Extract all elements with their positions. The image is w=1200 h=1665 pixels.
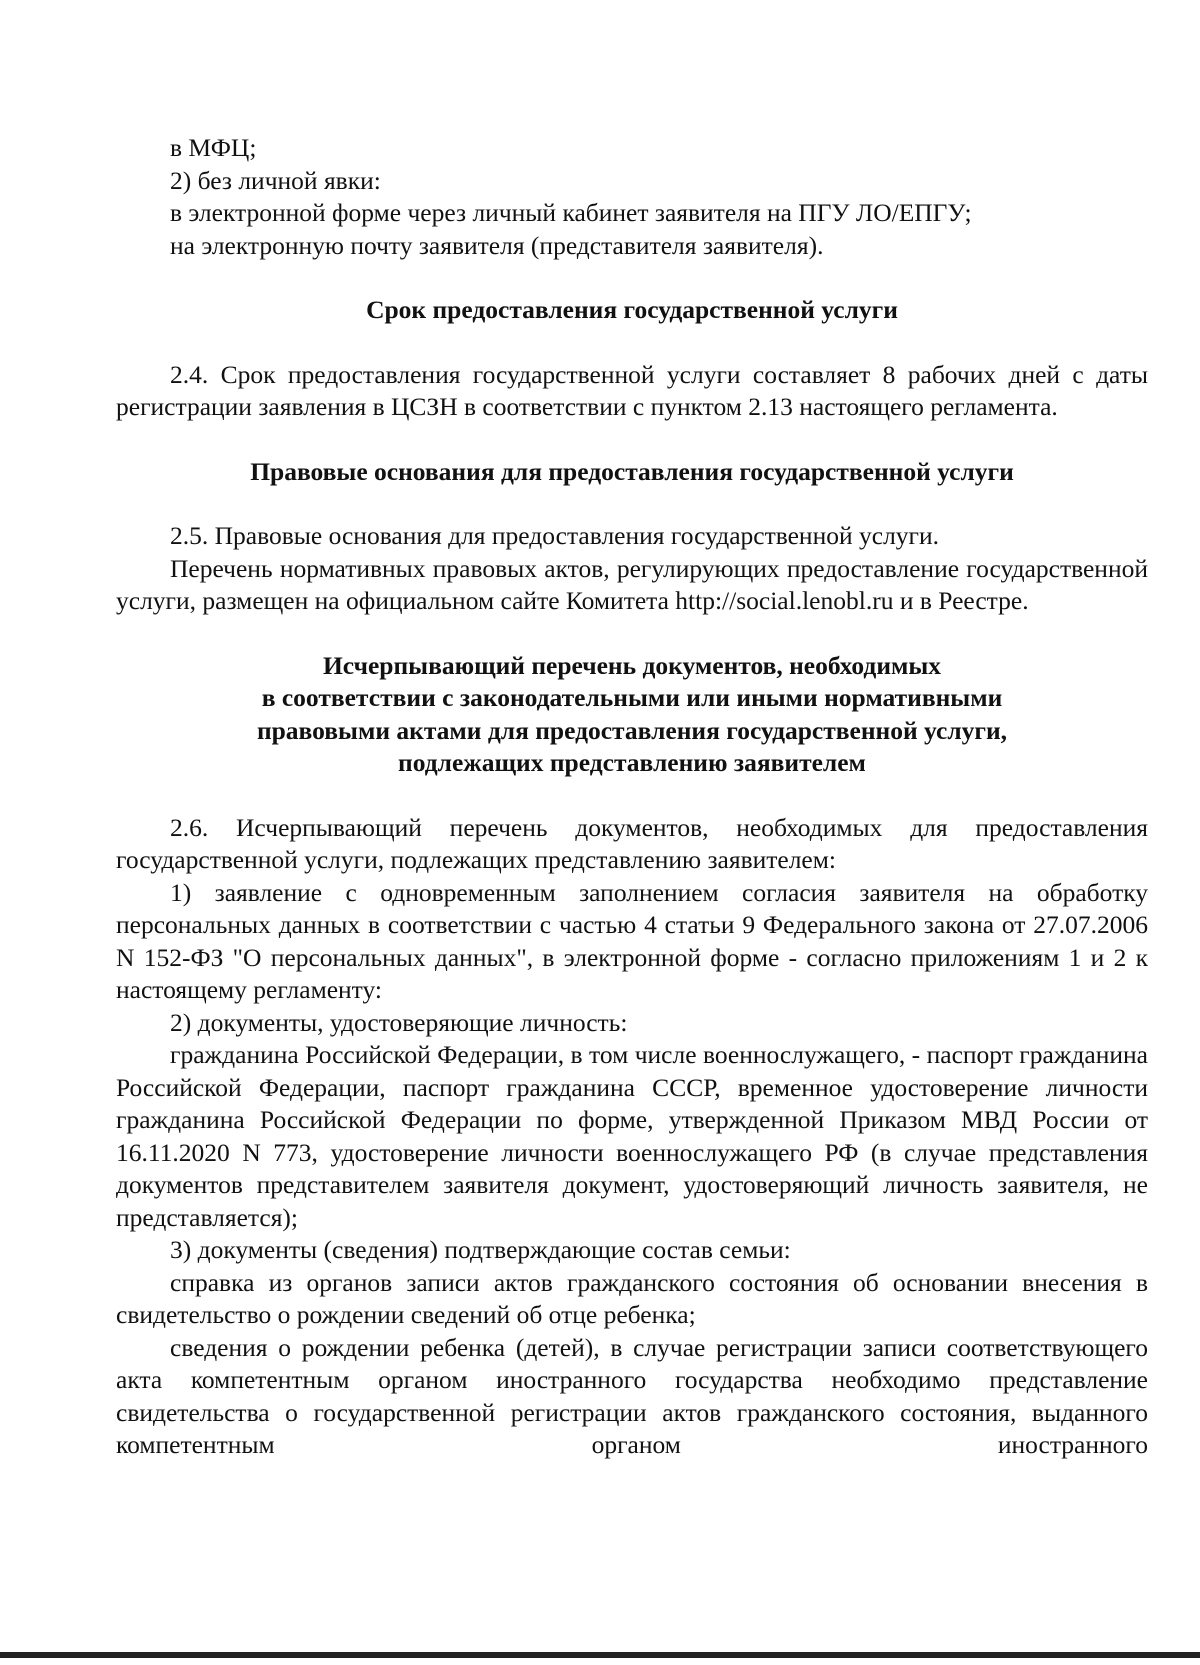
- paragraph-item-1: 1) заявление с одновременным заполнением согласия заявителя на обработку персональных данных в соответствии с частью 4 статьи 9 Федерального закона от 27.07.2006 N 152-ФЗ "О персональных данных", в электронной форме - согласно приложениям 1 и 2 к настоящему регламенту:: [116, 877, 1148, 1004]
- paragraph-2-5: 2.5. Правовые основания для предоставления государственной услуги.: [170, 521, 940, 550]
- heading-documents-line-3: правовыми актами для предоставления государственной услуги,: [256, 715, 1008, 745]
- heading-documents-line-2: в соответствии с законодательными или иными нормативными: [261, 683, 1003, 712]
- document-page: [116, 132, 1148, 1462]
- intro-line-2: 2) без личной явки:: [170, 165, 381, 195]
- heading-term: Срок предоставления государственной услуги: [366, 295, 898, 324]
- scan-bottom-edge: [0, 1652, 1200, 1658]
- paragraph-item-3: 3) документы (сведения) подтверждающие состав семьи:: [170, 1235, 791, 1264]
- paragraph-identity-docs: гражданина Российской Федерации, в том числе военнослужащего, - паспорт гражданина Российской Федерации, паспорт гражданина СССР, временное удостоверение личности гражданина Российской Федерации по форме, утвержденной Приказом МВД России от 16.11.2020 N 773, удостоверение личности военнослужащего РФ (в случае представления документов представителем заявителя документ, удостоверяющий личность заявителя, не представляется);: [116, 1040, 1148, 1232]
- heading-documents-line-4: подлежащих представлению заявителем: [398, 748, 866, 777]
- heading-legal: Правовые основания для предоставления государственной услуги: [250, 456, 1014, 486]
- paragraph-item-2: 2) документы, удостоверяющие личность:: [170, 1007, 628, 1037]
- paragraph-2-6: 2.6. Исчерпывающий перечень документов, необходимых для предоставления государственной услуги, подлежащих представлению заявителем:: [116, 812, 1148, 874]
- heading-documents-line-1: Исчерпывающий перечень документов, необходимых: [322, 650, 942, 680]
- paragraph-registry-certificate: справка из органов записи актов гражданского состояния об основании внесения в свидетельство о рождении сведений об отце ребенка;: [116, 1267, 1148, 1329]
- intro-line-3: в электронной форме через личный кабинет заявителя на ПГУ ЛО/ЕПГУ;: [170, 198, 972, 227]
- paragraph-legal-list: Перечень нормативных правовых актов, регулирующих предоставление государственной услуги, размещен на официальном сайте Комитета http://social.lenobl.ru и в Реестре.: [116, 553, 1148, 615]
- intro-line-1: в МФЦ;: [170, 133, 257, 162]
- paragraph-2-4: 2.4. Срок предоставления государственной услуги составляет 8 рабочих дней с даты регистрации заявления в ЦСЗН в соответствии с пунктом 2.13 настоящего регламента.: [116, 359, 1148, 421]
- intro-line-4: на электронную почту заявителя (представителя заявителя).: [170, 230, 824, 260]
- paragraph-birth-info: сведения о рождении ребенка (детей), в случае регистрации записи соответствующего акта компетентным органом иностранного государства необходимо представление свидетельства о государственной регистрации актов гражданского состояния, выданного компетентным органом иностранного: [116, 1332, 1148, 1459]
